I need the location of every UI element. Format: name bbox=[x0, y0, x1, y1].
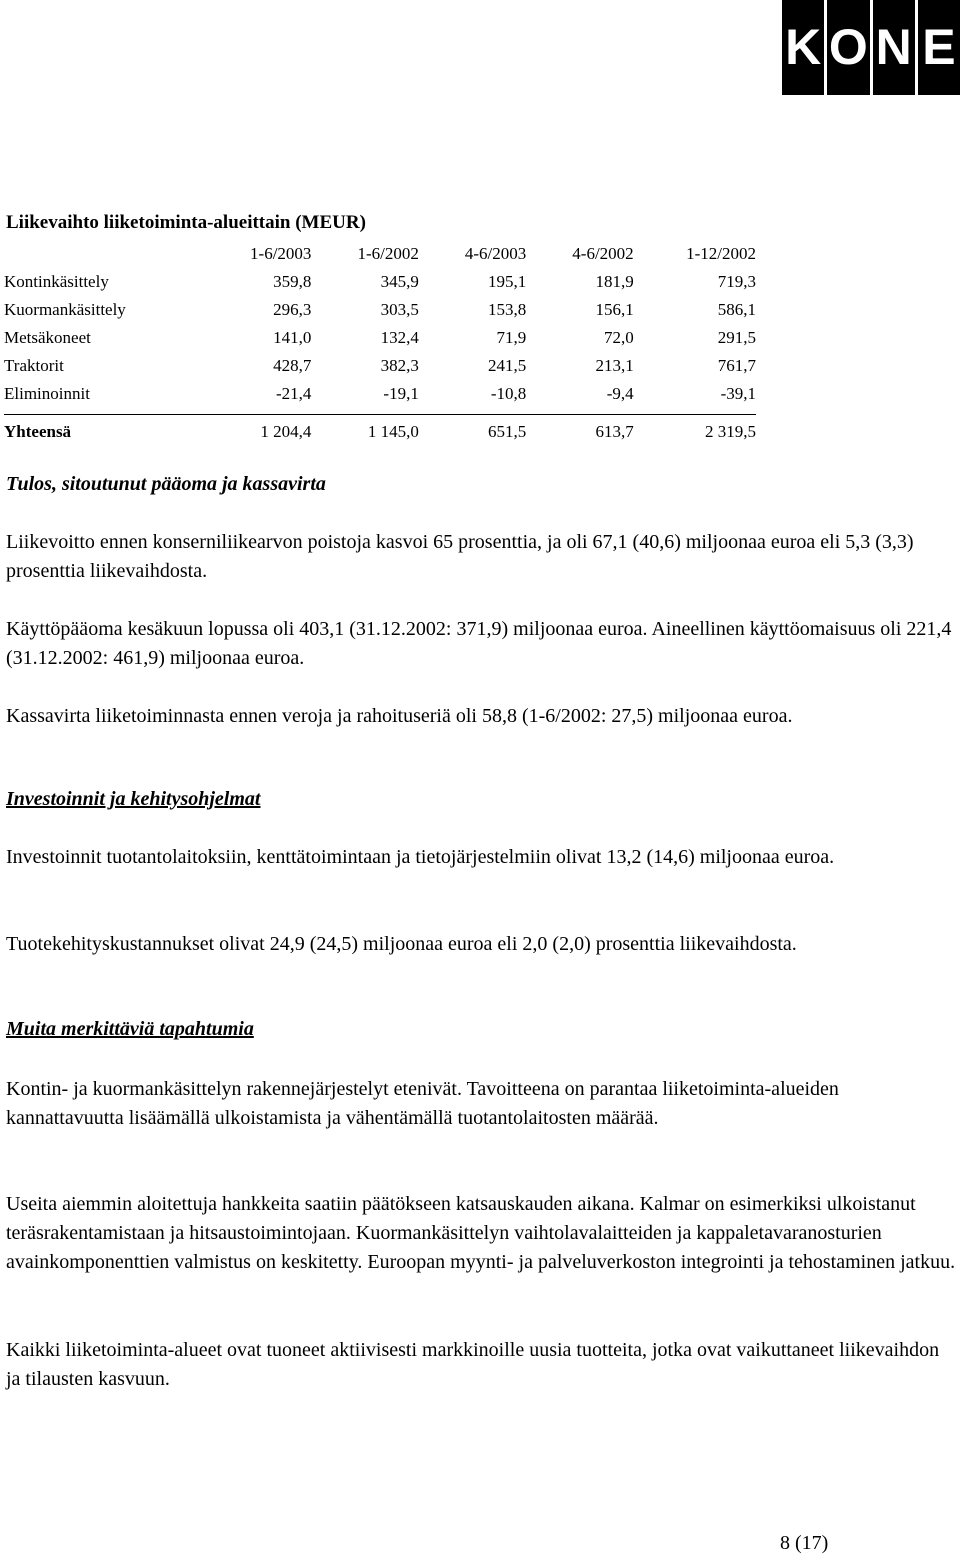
cell-value: 241,5 bbox=[488, 356, 527, 375]
column-header: 1-12/2002 bbox=[686, 244, 756, 263]
table-row bbox=[4, 352, 756, 380]
logo-letter: E bbox=[918, 0, 960, 95]
row-label: Kontinkäsittely bbox=[4, 272, 109, 291]
cell-value: 181,9 bbox=[595, 272, 634, 291]
section-heading-results: Tulos, sitoutunut pääoma ja kassavirta bbox=[6, 473, 326, 495]
cell-value: 586,1 bbox=[717, 300, 756, 319]
table-header-row bbox=[4, 240, 756, 268]
total-value: 651,5 bbox=[419, 415, 526, 448]
cell-value: 719,3 bbox=[717, 272, 756, 291]
total-label: Yhteensä bbox=[4, 415, 204, 448]
cell-value: 72,0 bbox=[603, 328, 634, 347]
total-value: 613,7 bbox=[526, 415, 633, 448]
cell-value: -9,4 bbox=[606, 384, 634, 403]
cell-value: 153,8 bbox=[488, 300, 527, 319]
paragraph: Kontin- ja kuormankäsittelyn rakennejärjestelyt etenivät. Tavoitteena on parantaa liiketoiminta-alueiden kannattavuutta lisäämällä ulkoistamista ja vähentämällä tuotantolaitosten määrää. bbox=[6, 1078, 839, 1129]
cell-value: 141,0 bbox=[273, 328, 312, 347]
cell-value: -21,4 bbox=[276, 384, 312, 403]
total-value: 2 319,5 bbox=[634, 415, 756, 448]
cell-value: 359,8 bbox=[273, 272, 312, 291]
revenue-table bbox=[4, 240, 756, 447]
cell-value: 213,1 bbox=[595, 356, 634, 375]
cell-value: -39,1 bbox=[720, 384, 756, 403]
table-row bbox=[4, 380, 756, 415]
cell-value: -10,8 bbox=[490, 384, 527, 403]
column-header: 1-6/2003 bbox=[250, 244, 312, 263]
paragraph: Tuotekehityskustannukset olivat 24,9 (24,5) miljoonaa euroa eli 2,0 (2,0) prosenttia liikevaihdosta. bbox=[6, 933, 797, 955]
cell-value: 382,3 bbox=[380, 356, 419, 375]
cell-value: 761,7 bbox=[717, 356, 756, 375]
paragraph: Useita aiemmin aloitettuja hankkeita saatiin päätökseen katsauskauden aikana. Kalmar on esimerkiksi ulkoistanut teräsrakentamistaan ja hitsaustoimintojaan. Kuormankäsittelyn vaihtolavalaitteiden ja kappaletavaranosturien avainkomponenttien valmistus on keskitetty. Euroopan myynti- ja palveluverkoston integrointi ja tehostaminen jatkuu. bbox=[6, 1193, 956, 1273]
table-total-row bbox=[4, 415, 756, 448]
paragraph: Kaikki liiketoiminta-alueet ovat tuoneet aktiivisesti markkinoille uusia tuotteita, jotka ovat vaikuttaneet liikevaihdon ja tilausten kasvuun. bbox=[6, 1339, 940, 1390]
table-title: Liikevaihto liiketoiminta-alueittain (MEUR) bbox=[6, 212, 366, 233]
cell-value: 291,5 bbox=[717, 328, 756, 347]
total-value: 1 204,4 bbox=[204, 415, 311, 448]
paragraph: Liikevoitto ennen konserniliikearvon poistoja kasvoi 65 prosenttia, ja oli 67,1 (40,6) miljoonaa euroa eli 5,3 (3,3) prosenttia liikevaihdosta. bbox=[6, 531, 914, 582]
total-value: 1 145,0 bbox=[311, 415, 418, 448]
table-row bbox=[4, 268, 756, 296]
cell-value: 345,9 bbox=[380, 272, 419, 291]
cell-value: 156,1 bbox=[595, 300, 634, 319]
column-header: 1-6/2002 bbox=[357, 244, 419, 263]
row-label: Traktorit bbox=[4, 356, 64, 375]
header-empty bbox=[4, 240, 204, 268]
cell-value: 132,4 bbox=[380, 328, 419, 347]
table-row bbox=[4, 296, 756, 324]
cell-value: 71,9 bbox=[496, 328, 527, 347]
logo-letter: N bbox=[873, 0, 915, 95]
table-row bbox=[4, 324, 756, 352]
cell-value: 303,5 bbox=[380, 300, 419, 319]
paragraph: Käyttöpääoma kesäkuun lopussa oli 403,1 (31.12.2002: 371,9) miljoonaa euroa. Aineellinen käyttöomaisuus oli 221,4 (31.12.2002: 461,9) miljoonaa euroa. bbox=[6, 618, 952, 669]
page-number: 8 (17) bbox=[780, 1532, 829, 1554]
column-header: 4-6/2003 bbox=[464, 244, 527, 263]
kone-logo bbox=[782, 0, 960, 95]
section-heading-events: Muita merkittäviä tapahtumia bbox=[6, 1018, 254, 1040]
row-label: Metsäkoneet bbox=[4, 328, 91, 347]
cell-value: 296,3 bbox=[273, 300, 312, 319]
logo-letter: K bbox=[782, 0, 824, 95]
cell-value: -19,1 bbox=[383, 384, 419, 403]
section-heading-investments: Investoinnit ja kehitysohjelmat bbox=[6, 788, 261, 810]
cell-value: 428,7 bbox=[273, 356, 312, 375]
cell-value: 195,1 bbox=[488, 272, 527, 291]
row-label: Kuormankäsittely bbox=[4, 300, 126, 319]
row-label: Eliminoinnit bbox=[4, 384, 90, 403]
column-header: 4-6/2002 bbox=[572, 244, 634, 263]
paragraph: Kassavirta liiketoiminnasta ennen veroja ja rahoituseriä oli 58,8 (1-6/2002: 27,5) miljoonaa euroa. bbox=[6, 705, 793, 727]
paragraph: Investoinnit tuotantolaitoksiin, kenttätoimintaan ja tietojärjestelmiin olivat 13,2 (14,6) miljoonaa euroa. bbox=[6, 846, 835, 868]
logo-letter: O bbox=[827, 0, 869, 95]
